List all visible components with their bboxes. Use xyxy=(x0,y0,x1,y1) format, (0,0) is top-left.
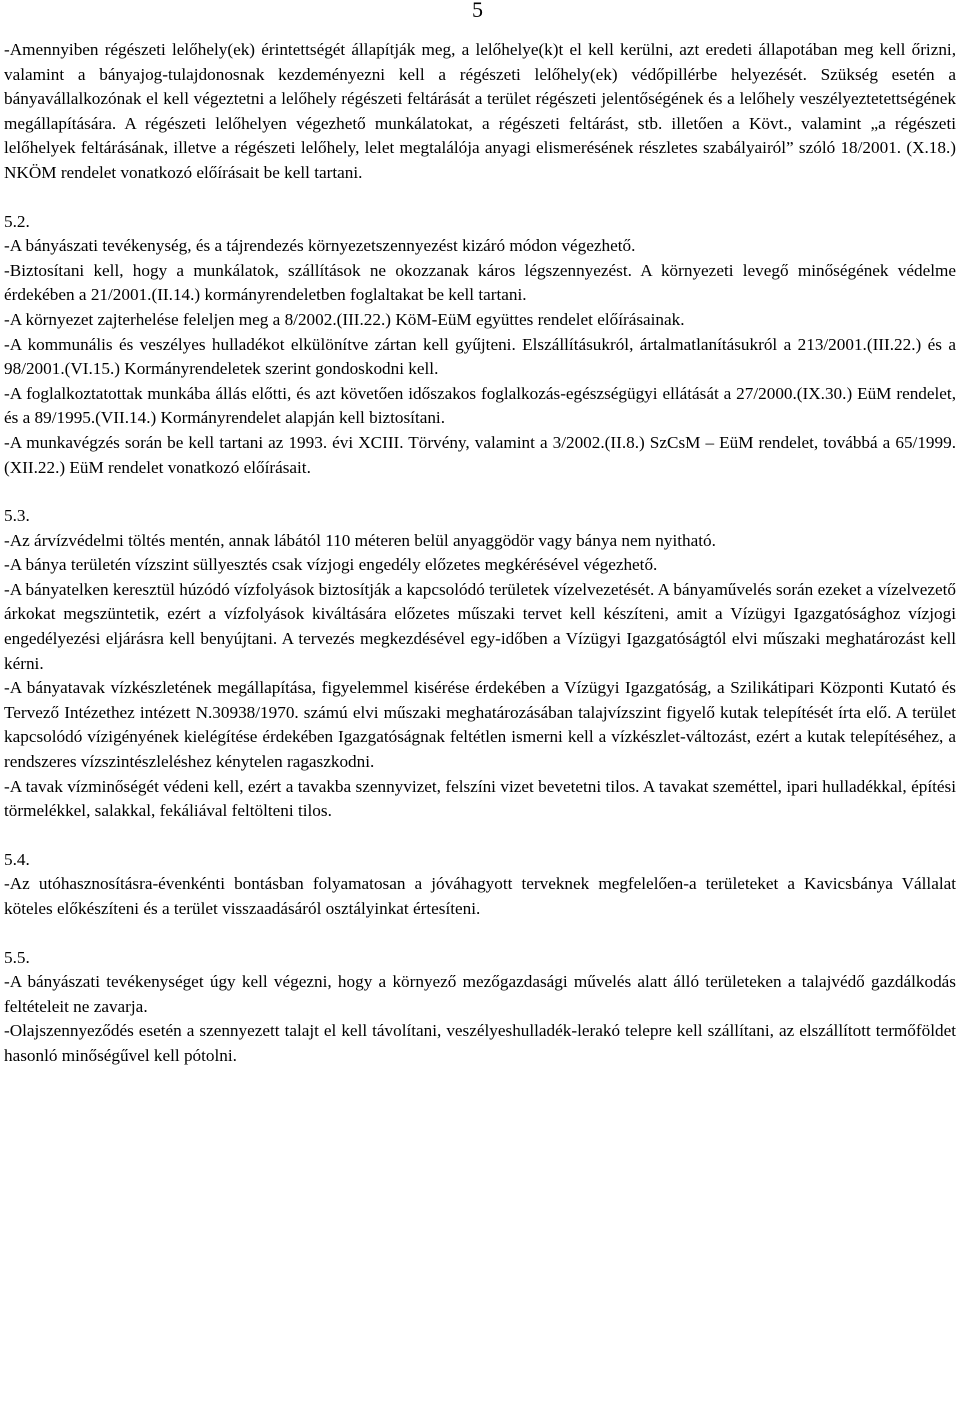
document-body xyxy=(4,38,956,1069)
paragraph-soil-protection: -A bányászati tevékenységet úgy kell végezni, hogy a környező mezőgazdasági művelés alatt álló területeken a talajvédő gazdálkodás feltételeit ne zavarja. xyxy=(4,972,956,1016)
paragraph-archaeology: -Amennyiben régészeti lelőhely(ek) érintettségét állapítják meg, a lelőhelye(k)t el kell kerülni, azt eredeti állapotában meg kell őrizni, valamint a bányajog-tulajdonosnak kezdeményezni kell a régészeti lelőhely(ek) védőpillérbe helyezését. Szükség esetén a bányavállalkozónak el kell végeztetni a lelőhely régészeti feltárását a terület régészeti jelentőségének és a lelőhely veszélyeztetettségének megállapítására. A régészeti lelőhelyen végezhető munkálatokat, a régészeti feltárást, stb. illetően a Kövt., valamint „a régészeti lelőhelyek feltárásának, illetve a régészeti lelőhely, lelet megtalálója anyagi elismerésének részletes szabályairól” szóló 18/2001. (X.18.) NKÖM rendelet vonatkozó előírásait be kell tartani. xyxy=(4,40,956,182)
section-heading-5-2: 5.2. xyxy=(4,211,30,231)
section-heading-5-4: 5.4. xyxy=(4,849,30,869)
section-heading-5-3: 5.3. xyxy=(4,506,30,526)
paragraph-lake-quality: -A tavak vízminőségét védeni kell, ezért a tavakba szennyvizet, felszíni vizet bevetetni tilos. A tavakat szeméttel, ipari hulladékkal, építési törmelékkel, salakkal, fekáliával feltölteni tilos. xyxy=(4,776,956,821)
paragraph-flood-dam: -Az árvízvédelmi töltés mentén, annak lábától 110 méteren belül anyaggödör vagy bánya nem nyitható. xyxy=(4,530,716,550)
paragraph-reuse: -Az utóhasznosításra-évenkénti bontásban folyamatosan a jóváhagyott terveknek megfelelően-a területeket a Kavicsbánya Vállalat köteles előkészíteni és a terület visszaadásáról osztályinkat értesíteni. xyxy=(4,874,956,918)
paragraph-watercourses: -A bányatelken keresztül húzódó vízfolyások biztosítják a kapcsolódó területek vízelvezetését. A bányaművelés során ezeket a vízelvezető árkokat megszüntetik, ezért a vízfolyások kiváltására előzetes műszaki tervet kell készíteni, amit a Vízügyi Igazgatósághoz vízjogi engedélyezési eljárásra kell benyújtani. A tervezés megkezdésével egy-időben a Vízügyi Igazgatóságtól elvi műszaki meghatározást kell kérni. xyxy=(4,579,956,673)
paragraph-work-safety: -A munkavégzés során be kell tartani az 1993. évi XCIII. Törvény, valamint a 3/2002.(II.8.) SzCsM – EüM rendelet, továbbá a 65/1999.(XII.22.) EüM rendelet vonatkozó előírásait. xyxy=(4,432,956,477)
paragraph-noise: -A környezet zajterhelése feleljen meg a 8/2002.(III.22.) KöM-EüM együttes rendelet előírásainak. xyxy=(4,309,685,329)
paragraph-occupational-health: -A foglalkoztatottak munkába állás előtti, és azt követően időszakos foglalkozás-egészségügyi ellátását a 27/2000.(IX.30.) EüM rendelet, és a 89/1995.(VII.14.) Kormányrendelet alapján kell biztosítani. xyxy=(4,383,956,428)
paragraph-oil-contamination: -Olajszennyeződés esetén a szennyezett talajt el kell távolítani, veszélyeshulladék-lerakó telepre kell szállítani, az elszállított termőföldet hasonló minőségűvel kell pótolni. xyxy=(4,1021,956,1065)
paragraph-water-resources: -A bányatavak vízkészletének megállapítása, figyelemmel kisérése érdekében a Vízügyi Igazgatóság, a Szilikátipari Központi Kutató és Tervező Intézethez intézett N.30938/1970. számú elvi műszaki meghatározásában talajvízszint figyelő kutak telepítését írta elő. A terület kapcsolódó vízigényének kielégítése érdekében Igazgatóságnak feltétlen ismerni kell a vízkészlet-változást, ezért a kutak telepítéséhez, a rendszeres vízszintészleléshez kénytelen ragaszkodni. xyxy=(4,678,956,772)
section-heading-5-5: 5.5. xyxy=(4,947,30,967)
paragraph-water-lowering: -A bánya területén vízszint süllyesztés csak vízjogi engedély előzetes megkérésével végezhető. xyxy=(4,555,658,575)
paragraph-waste: -A kommunális és veszélyes hulladékot elkülönítve zártan kell gyűjteni. Elszállításukról, ártalmatlanításukról a 213/2001.(III.22.) és a 98/2001.(VI.15.) Kormányrendeletek szerint gondoskodni kell. xyxy=(4,334,956,379)
paragraph-mining-pollution: -A bányászati tevékenység, és a tájrendezés környezetszennyezést kizáró módon végezhető. xyxy=(4,236,636,256)
paragraph-air-quality: -Biztosítani kell, hogy a munkálatok, szállítások ne okozzanak káros légszennyezést. A környezeti levegő minőségének védelme érdekében a 21/2001.(II.14.) kormányrendeletben foglaltakat be kell tartani. xyxy=(4,260,956,305)
page-number: 5 xyxy=(472,0,483,22)
